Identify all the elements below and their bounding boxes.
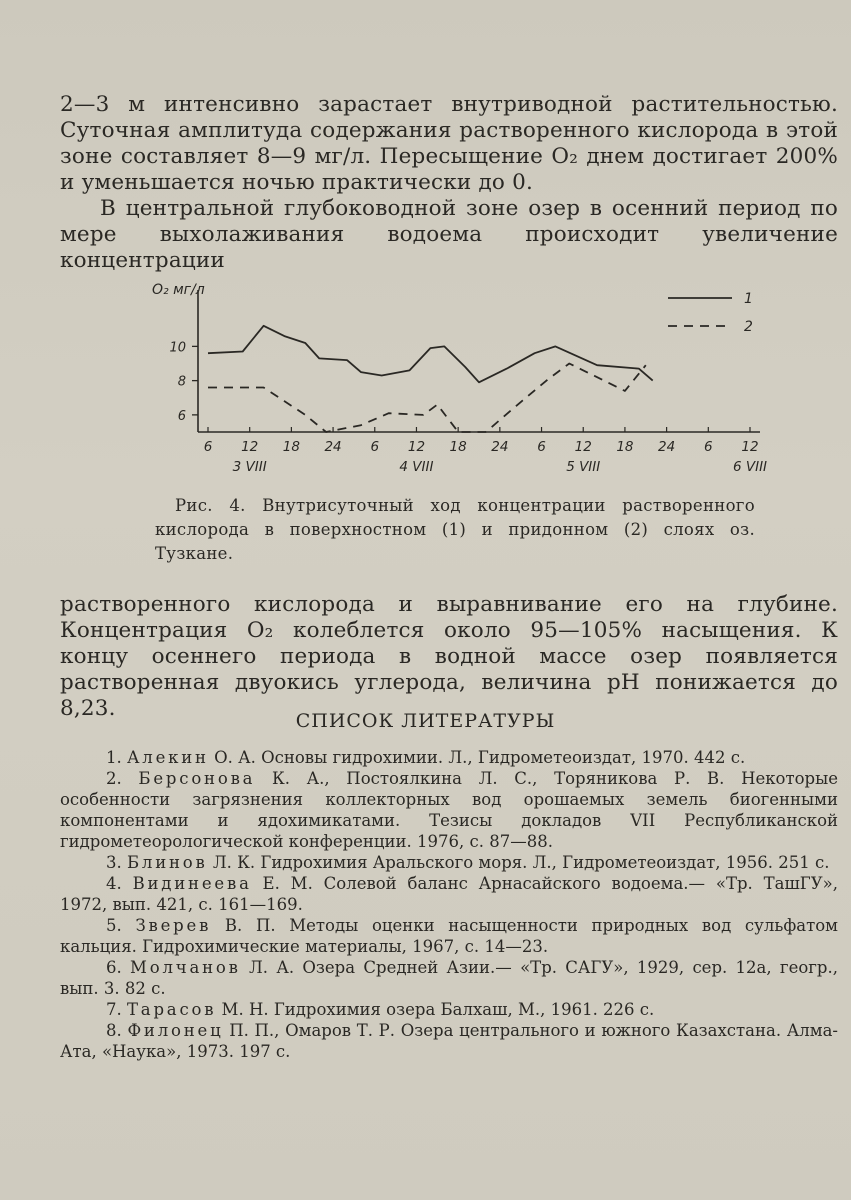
reference-text: Л. А. Озера Средней Азии.— «Тр. САГУ», 1929, сер. 12а, геогр., вып. 3. 82 с. xyxy=(60,958,838,998)
chart-y-ticks xyxy=(169,340,198,424)
reference-number: 6. xyxy=(106,958,131,977)
x-tick-label: 12 xyxy=(407,439,426,455)
x-tick-label: 12 xyxy=(241,439,259,455)
reference-number: 3. xyxy=(106,853,127,872)
reference-item xyxy=(60,873,838,915)
reference-number: 1. xyxy=(106,748,127,767)
reference-author: Филонец xyxy=(127,1021,224,1040)
chart-y-axis-label: O₂ мг/л xyxy=(152,282,205,298)
x-tick-label: 24 xyxy=(658,439,676,455)
reference-number: 8. xyxy=(106,1021,128,1040)
reference-item xyxy=(60,768,838,852)
references-heading: СПИСОК ЛИТЕРАТУРЫ xyxy=(295,710,556,732)
reference-text: Л. К. Гидрохимия Аральского моря. Л., Гидрометеоиздат, 1956. 251 с. xyxy=(207,853,830,872)
reference-text: М. Н. Гидрохимия озера Балхаш, М., 1961. 226 с. xyxy=(216,1000,655,1019)
reference-item xyxy=(60,1020,838,1062)
x-tick-label: 12 xyxy=(574,439,592,455)
date-label: 4 VIII xyxy=(399,459,434,475)
reference-text: Е. М. Солевой баланс Арнасайского водоема.— «Тр. ТашГУ», 1972, вып. 421, с. 161—169. xyxy=(60,874,838,914)
top-paragraph-1: 2—3 м интенсивно зарастает внутриводной растительностью. Суточная амплитуда содержания растворенного кислорода в этой зоне составляет 8—9 мг/л. Пересыщение O₂ днем достигает 200% и уменьшается ночью практически до 0. xyxy=(60,92,838,195)
x-tick-label: 12 xyxy=(741,439,759,455)
reference-item xyxy=(60,957,838,999)
bottom-paragraph: растворенного кислорода и выравнивание его на глубине. Концентрация O₂ колеблется около 95—105% насыщения. К концу осеннего периода в водной массе озер появляется растворенная двуокись углерода, величина pH понижается до 8,23. xyxy=(60,592,838,721)
x-tick-label: 6 xyxy=(537,439,546,455)
reference-item xyxy=(60,915,838,957)
reference-author: Блинов xyxy=(127,853,208,872)
chart-legend xyxy=(668,291,753,335)
chart-series xyxy=(208,326,653,432)
chart-date-labels xyxy=(233,459,767,475)
top-paragraph-2: В центральной глубоководной зоне озер в осенний период по мере выхолаживания водоема происходит увеличение концентрации xyxy=(60,196,838,273)
reference-author: Алекин xyxy=(127,748,209,767)
reference-author: Берсонова xyxy=(138,769,256,788)
reference-author: Молчанов xyxy=(130,958,241,977)
series-2-line xyxy=(208,364,646,433)
x-tick-label: 6 xyxy=(370,439,380,455)
reference-author: Видинеева xyxy=(132,874,252,893)
reference-number: 5. xyxy=(106,916,136,935)
reference-author: Тарасов xyxy=(127,1000,217,1019)
x-tick-label: 24 xyxy=(491,439,509,455)
legend-label: 2 xyxy=(744,319,753,335)
reference-item xyxy=(60,747,838,768)
reference-number: 2. xyxy=(106,769,139,788)
x-tick-label: 6 xyxy=(203,439,213,455)
reference-number: 4. xyxy=(106,874,133,893)
x-tick-label: 18 xyxy=(449,439,467,455)
date-label: 6 VIII xyxy=(732,459,768,475)
date-label: 5 VIII xyxy=(566,459,601,475)
references-list xyxy=(60,747,838,1062)
y-tick-label: 8 xyxy=(177,374,186,390)
reference-text: К. А., Постоялкина Л. С., Торяникова Р. В. Некоторые особенности загрязнения коллекторных вод орошаемых земель биогенными компонентами и ядохимикатами. Тезисы докладов VII Республиканской гидрометеорологической конференции. 1976, с. 87—88. xyxy=(60,769,838,851)
reference-item xyxy=(60,852,838,873)
reference-text: В. П. Методы оценки насыщенности природных вод сульфатом кальция. Гидрохимические материалы, 1967, с. 14—23. xyxy=(60,916,838,956)
chart-axes xyxy=(198,290,760,432)
y-tick-label: 10 xyxy=(169,340,186,356)
series-1-line xyxy=(208,326,653,383)
legend-label: 1 xyxy=(744,291,753,307)
oxygen-chart xyxy=(140,275,780,480)
reference-number: 7. xyxy=(106,1000,127,1019)
x-tick-label: 24 xyxy=(324,439,342,455)
y-tick-label: 6 xyxy=(177,408,186,424)
x-tick-label: 6 xyxy=(704,439,713,455)
x-tick-label: 18 xyxy=(616,439,634,455)
reference-text: П. П., Омаров Т. Р. Озера центрального и южного Казахстана. Алма-Ата, «Наука», 1973. 197 с. xyxy=(60,1021,838,1061)
reference-item xyxy=(60,999,838,1020)
date-label: 3 VIII xyxy=(232,459,267,475)
x-tick-label: 18 xyxy=(282,439,300,455)
reference-author: Зверев xyxy=(135,916,212,935)
reference-text: О. А. Основы гидрохимии. Л., Гидрометеоиздат, 1970. 442 с. xyxy=(208,748,746,767)
figure-caption: Рис. 4. Внутрисуточный ход концентрации растворенного кислорода в поверхностном (1) и придонном (2) слоях оз. Тузкане. xyxy=(155,496,755,563)
